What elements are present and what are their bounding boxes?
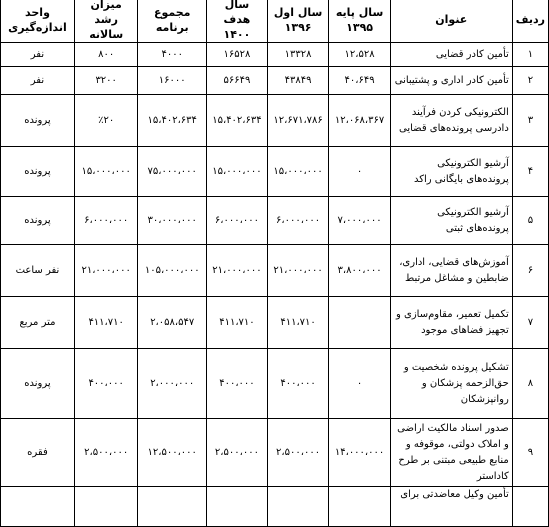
cell-base: ۴۰،۶۴۹ — [329, 67, 390, 95]
cell-base: ۱۴،۰۰۰،۰۰۰ — [329, 419, 390, 487]
table-row — [1, 419, 549, 487]
cell-target: ۲،۵۰۰،۰۰۰ — [207, 419, 268, 487]
cell-growth: ۶،۰۰۰،۰۰۰ — [74, 197, 137, 245]
header-base: سال پایه ۱۳۹۵ — [329, 0, 390, 43]
row-title: تأمین کادر اداری و پشتیبانی — [390, 67, 512, 95]
cell-first: ۴۰۰،۰۰۰ — [267, 349, 328, 419]
cell-target: ۱۵،۴۰۲،۶۳۴ — [207, 95, 268, 147]
header-first: سال اول ۱۳۹۶ — [267, 0, 328, 43]
row-title: آرشیو الکترونیکی پرونده‌های ثبتی — [390, 197, 512, 245]
row-index: ۳ — [512, 95, 548, 147]
cell-unit: متر مربع — [1, 297, 75, 349]
row-index: ۹ — [512, 419, 548, 487]
cell-unit: پرونده — [1, 197, 75, 245]
cell-growth: ۱۵،۰۰۰،۰۰۰ — [74, 147, 137, 197]
table-body — [1, 43, 549, 527]
cell-first: ۱۲،۶۷۱،۷۸۶ — [267, 95, 328, 147]
cell-growth: ۴۱۱،۷۱۰ — [74, 297, 137, 349]
row-index: ۶ — [512, 245, 548, 297]
row-title: آموزش‌های قضایی، اداری، ضابطین و مشاغل مرتبط — [390, 245, 512, 297]
cell-growth: ۲۱،۰۰۰،۰۰۰ — [74, 245, 137, 297]
table-header — [1, 0, 549, 43]
cell-total: ۲،۰۵۸،۵۴۷ — [138, 297, 207, 349]
cell-unit: نفر ساعت — [1, 245, 75, 297]
cell-total: ۳۰،۰۰۰،۰۰۰ — [138, 197, 207, 245]
row-index: ۵ — [512, 197, 548, 245]
cell-growth: ۴۰۰،۰۰۰ — [74, 349, 137, 419]
header-idx: ردیف — [512, 0, 548, 43]
row-title: تأمین کادر قضایی — [390, 43, 512, 67]
row-index: ۴ — [512, 147, 548, 197]
row-index: ۷ — [512, 297, 548, 349]
cell-unit: نفر — [1, 67, 75, 95]
table-row — [1, 67, 549, 95]
cell-total: ۱۵،۴۰۲،۶۳۴ — [138, 95, 207, 147]
cell-growth: ٪۲۰ — [74, 95, 137, 147]
cell-growth: ۲،۵۰۰،۰۰۰ — [74, 419, 137, 487]
cell-total: ۱۶۰۰۰ — [138, 67, 207, 95]
cell-first: ۴۳۸۴۹ — [267, 67, 328, 95]
cell-unit: نفر — [1, 43, 75, 67]
table-row — [1, 245, 549, 297]
cell-target: ۶،۰۰۰،۰۰۰ — [207, 197, 268, 245]
table-row — [1, 147, 549, 197]
cell-first: ۲،۵۰۰،۰۰۰ — [267, 419, 328, 487]
row-index: ۸ — [512, 349, 548, 419]
cell-unit: پرونده — [1, 147, 75, 197]
cell-target: ۱۶۵۲۸ — [207, 43, 268, 67]
cell-target: ۴۱۱،۷۱۰ — [207, 297, 268, 349]
cell-base: ۰ — [329, 349, 390, 419]
header-growth: میزان رشد سالانه — [74, 0, 137, 43]
cell-total: ۲،۰۰۰،۰۰۰ — [138, 349, 207, 419]
row-title: صدور اسناد مالکیت اراضی و املاک دولتی، موقوفه و منابع طبیعی مبتنی بر طرح کاداستر — [390, 419, 512, 487]
cell-total: ۷۵،۰۰۰،۰۰۰ — [138, 147, 207, 197]
cell-base: ۰ — [329, 147, 390, 197]
cell-first: ۴۱۱،۷۱۰ — [267, 297, 328, 349]
table-row — [1, 197, 549, 245]
cell-target: ۴۰۰،۰۰۰ — [207, 349, 268, 419]
header-total: مجموع برنامه — [138, 0, 207, 43]
table-row — [1, 43, 549, 67]
table-row — [1, 297, 549, 349]
cell-base: ۱۲،۰۶۸،۳۶۷ — [329, 95, 390, 147]
cell-total: ۱۲،۵۰۰،۰۰۰ — [138, 419, 207, 487]
cell-unit: فقره — [1, 419, 75, 487]
cell-target: ۲۱،۰۰۰،۰۰۰ — [207, 245, 268, 297]
cell-unit: پرونده — [1, 349, 75, 419]
header-target: سال هدف ۱۴۰۰ — [207, 0, 268, 43]
cell-total: ۴۰۰۰ — [138, 43, 207, 67]
table-row — [1, 349, 549, 419]
cell-base: ۱۲،۵۲۸ — [329, 43, 390, 67]
cell-target: ۵۶۶۴۹ — [207, 67, 268, 95]
cell-first: ۲۱،۰۰۰،۰۰۰ — [267, 245, 328, 297]
cell-first: ۱۵،۰۰۰،۰۰۰ — [267, 147, 328, 197]
cell-growth — [74, 487, 137, 527]
cell-total: ۱۰۵،۰۰۰،۰۰۰ — [138, 245, 207, 297]
cell-base: ۷،۰۰۰،۰۰۰ — [329, 197, 390, 245]
table-row — [1, 95, 549, 147]
cell-total — [138, 487, 207, 527]
row-title: تشکیل پرونده شخصیت و حق‌الزحمه پزشکان و روانپزشکان — [390, 349, 512, 419]
cell-target — [207, 487, 268, 527]
cell-first: ۱۳۳۲۸ — [267, 43, 328, 67]
row-title: آرشیو الکترونیکی پرونده‌های بایگانی راکد — [390, 147, 512, 197]
cell-growth: ۸۰۰ — [74, 43, 137, 67]
cell-base — [329, 297, 390, 349]
table-row — [1, 487, 549, 527]
row-title: تأمین وکیل معاضدتی برای — [390, 487, 512, 527]
row-index: ۱ — [512, 43, 548, 67]
cell-base — [329, 487, 390, 527]
header-unit: واحد اندازه‌گیری — [1, 0, 75, 43]
row-index: ۲ — [512, 67, 548, 95]
cell-base: ۳،۸۰۰،۰۰۰ — [329, 245, 390, 297]
row-title: تکمیل تعمیر، مقاوم‌سازی و تجهیز فضاهای موجود — [390, 297, 512, 349]
cell-unit — [1, 487, 75, 527]
row-title: الکترونیکی کردن فرآیند دادرسی پرونده‌های قضایی — [390, 95, 512, 147]
row-index — [512, 487, 548, 527]
cell-first: ۶،۰۰۰،۰۰۰ — [267, 197, 328, 245]
cell-first — [267, 487, 328, 527]
cell-target: ۱۵،۰۰۰،۰۰۰ — [207, 147, 268, 197]
cell-unit: پرونده — [1, 95, 75, 147]
cell-growth: ۳۲۰۰ — [74, 67, 137, 95]
header-title: عنوان — [390, 0, 512, 43]
